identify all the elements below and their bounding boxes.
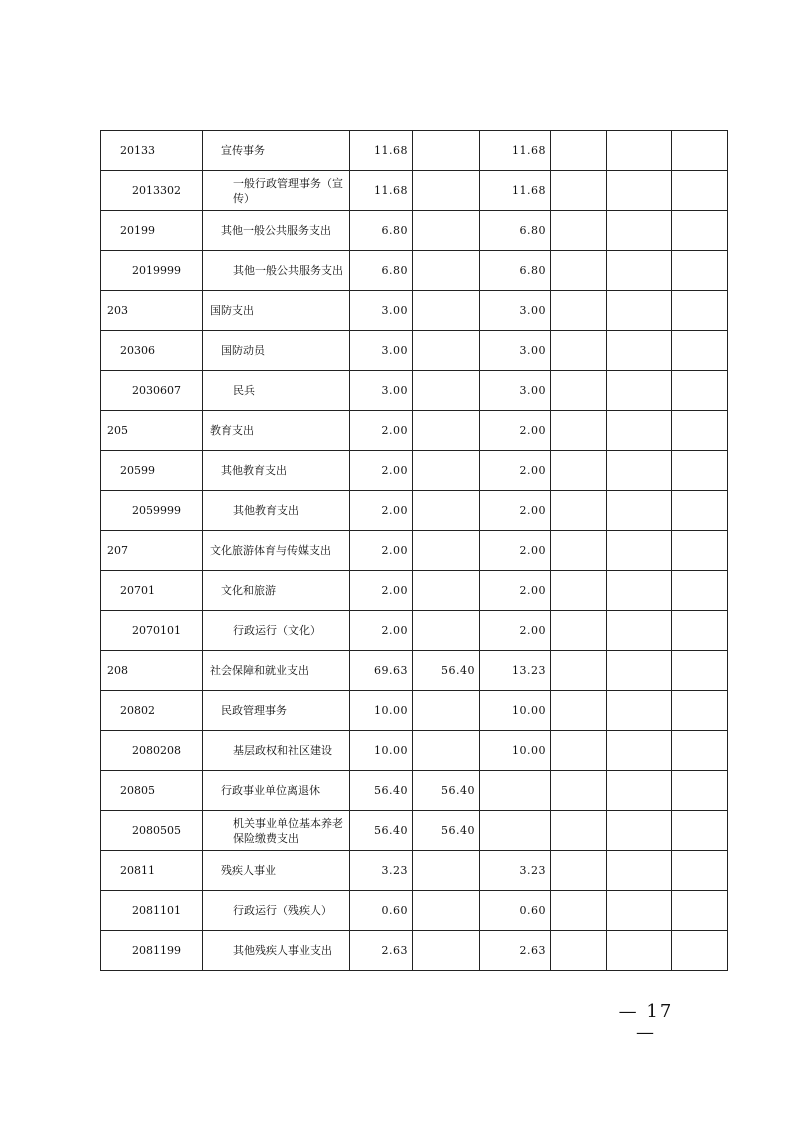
- empty-cell: [551, 611, 607, 651]
- project-expenditure: 3.00: [480, 291, 551, 331]
- subject-name: 民政管理事务: [203, 691, 350, 731]
- total-amount: 2.00: [350, 411, 413, 451]
- project-expenditure: 2.00: [480, 531, 551, 571]
- empty-cell: [551, 131, 607, 171]
- total-amount: 69.63: [350, 651, 413, 691]
- total-amount: 3.00: [350, 291, 413, 331]
- subject-name: 民兵: [203, 371, 350, 411]
- subject-name: 一般行政管理事务（宣传）: [203, 171, 350, 211]
- empty-cell: [607, 531, 672, 571]
- empty-cell: [607, 851, 672, 891]
- subject-name: 国防支出: [203, 291, 350, 331]
- empty-cell: [607, 371, 672, 411]
- empty-cell: [672, 411, 728, 451]
- project-expenditure: 3.00: [480, 331, 551, 371]
- empty-cell: [551, 651, 607, 691]
- empty-cell: [672, 931, 728, 971]
- project-expenditure: 10.00: [480, 691, 551, 731]
- table-row: [101, 611, 728, 651]
- subject-code: 20802: [101, 691, 203, 731]
- total-amount: 3.00: [350, 371, 413, 411]
- basic-expenditure: [413, 131, 480, 171]
- total-amount: 56.40: [350, 771, 413, 811]
- project-expenditure: 6.80: [480, 211, 551, 251]
- basic-expenditure: [413, 851, 480, 891]
- total-amount: 2.00: [350, 451, 413, 491]
- basic-expenditure: 56.40: [413, 811, 480, 851]
- empty-cell: [607, 331, 672, 371]
- empty-cell: [607, 771, 672, 811]
- empty-cell: [551, 531, 607, 571]
- empty-cell: [607, 611, 672, 651]
- project-expenditure: 0.60: [480, 891, 551, 931]
- project-expenditure: 10.00: [480, 731, 551, 771]
- table-row: [101, 531, 728, 571]
- subject-name: 残疾人事业: [203, 851, 350, 891]
- subject-code: 2081101: [101, 891, 203, 931]
- empty-cell: [607, 571, 672, 611]
- empty-cell: [607, 691, 672, 731]
- basic-expenditure: [413, 411, 480, 451]
- empty-cell: [607, 931, 672, 971]
- table-row: [101, 571, 728, 611]
- empty-cell: [551, 331, 607, 371]
- total-amount: 11.68: [350, 171, 413, 211]
- subject-code: 20133: [101, 131, 203, 171]
- project-expenditure: 2.00: [480, 571, 551, 611]
- total-amount: 3.23: [350, 851, 413, 891]
- project-expenditure: [480, 771, 551, 811]
- subject-code: 2081199: [101, 931, 203, 971]
- empty-cell: [672, 811, 728, 851]
- empty-cell: [607, 491, 672, 531]
- basic-expenditure: [413, 891, 480, 931]
- total-amount: 2.00: [350, 531, 413, 571]
- total-amount: 2.00: [350, 491, 413, 531]
- basic-expenditure: 56.40: [413, 651, 480, 691]
- empty-cell: [672, 331, 728, 371]
- total-amount: 2.00: [350, 571, 413, 611]
- subject-name: 基层政权和社区建设: [203, 731, 350, 771]
- subject-code: 2059999: [101, 491, 203, 531]
- empty-cell: [551, 411, 607, 451]
- empty-cell: [551, 371, 607, 411]
- table-row: [101, 891, 728, 931]
- empty-cell: [551, 251, 607, 291]
- basic-expenditure: [413, 251, 480, 291]
- empty-cell: [672, 851, 728, 891]
- budget-table: [100, 130, 728, 971]
- subject-code: 207: [101, 531, 203, 571]
- total-amount: 6.80: [350, 251, 413, 291]
- empty-cell: [672, 731, 728, 771]
- empty-cell: [672, 131, 728, 171]
- subject-name: 行政运行（文化）: [203, 611, 350, 651]
- table-row: [101, 451, 728, 491]
- table-row: [101, 131, 728, 171]
- empty-cell: [607, 131, 672, 171]
- subject-name: 其他教育支出: [203, 451, 350, 491]
- empty-cell: [672, 691, 728, 731]
- project-expenditure: 3.00: [480, 371, 551, 411]
- table-row: [101, 771, 728, 811]
- empty-cell: [607, 291, 672, 331]
- empty-cell: [672, 771, 728, 811]
- subject-name: 其他一般公共服务支出: [203, 211, 350, 251]
- basic-expenditure: [413, 291, 480, 331]
- empty-cell: [551, 811, 607, 851]
- total-amount: 2.00: [350, 611, 413, 651]
- subject-code: 2019999: [101, 251, 203, 291]
- project-expenditure: 3.23: [480, 851, 551, 891]
- table-row: [101, 931, 728, 971]
- subject-name: 机关事业单位基本养老保险缴费支出: [203, 811, 350, 851]
- table-row: [101, 171, 728, 211]
- subject-code: 20306: [101, 331, 203, 371]
- empty-cell: [551, 291, 607, 331]
- empty-cell: [551, 771, 607, 811]
- basic-expenditure: [413, 571, 480, 611]
- project-expenditure: 13.23: [480, 651, 551, 691]
- project-expenditure: 11.68: [480, 131, 551, 171]
- table-row: [101, 691, 728, 731]
- empty-cell: [551, 491, 607, 531]
- subject-name: 教育支出: [203, 411, 350, 451]
- basic-expenditure: [413, 931, 480, 971]
- empty-cell: [607, 211, 672, 251]
- empty-cell: [551, 211, 607, 251]
- project-expenditure: 2.00: [480, 451, 551, 491]
- table-row: [101, 211, 728, 251]
- empty-cell: [672, 491, 728, 531]
- basic-expenditure: [413, 211, 480, 251]
- subject-name: 文化和旅游: [203, 571, 350, 611]
- subject-name: 社会保障和就业支出: [203, 651, 350, 691]
- empty-cell: [672, 531, 728, 571]
- basic-expenditure: [413, 371, 480, 411]
- empty-cell: [672, 291, 728, 331]
- table-row: [101, 491, 728, 531]
- subject-code: 20599: [101, 451, 203, 491]
- empty-cell: [551, 851, 607, 891]
- subject-code: 2080208: [101, 731, 203, 771]
- empty-cell: [607, 411, 672, 451]
- empty-cell: [672, 451, 728, 491]
- basic-expenditure: [413, 171, 480, 211]
- project-expenditure: 2.63: [480, 931, 551, 971]
- empty-cell: [672, 571, 728, 611]
- project-expenditure: [480, 811, 551, 851]
- subject-code: 2070101: [101, 611, 203, 651]
- empty-cell: [672, 171, 728, 211]
- total-amount: 10.00: [350, 731, 413, 771]
- basic-expenditure: [413, 331, 480, 371]
- empty-cell: [672, 651, 728, 691]
- table-row: [101, 811, 728, 851]
- total-amount: 6.80: [350, 211, 413, 251]
- subject-name: 行政事业单位离退休: [203, 771, 350, 811]
- subject-name: 宣传事务: [203, 131, 350, 171]
- total-amount: 0.60: [350, 891, 413, 931]
- subject-name: 其他残疾人事业支出: [203, 931, 350, 971]
- empty-cell: [607, 891, 672, 931]
- empty-cell: [551, 731, 607, 771]
- project-expenditure: 2.00: [480, 611, 551, 651]
- basic-expenditure: 56.40: [413, 771, 480, 811]
- subject-code: 20805: [101, 771, 203, 811]
- empty-cell: [551, 931, 607, 971]
- subject-code: 2030607: [101, 371, 203, 411]
- subject-code: 205: [101, 411, 203, 451]
- project-expenditure: 2.00: [480, 491, 551, 531]
- subject-code: 20199: [101, 211, 203, 251]
- subject-name: 其他一般公共服务支出: [203, 251, 350, 291]
- total-amount: 3.00: [350, 331, 413, 371]
- project-expenditure: 11.68: [480, 171, 551, 211]
- empty-cell: [551, 891, 607, 931]
- empty-cell: [672, 211, 728, 251]
- subject-name: 国防动员: [203, 331, 350, 371]
- basic-expenditure: [413, 691, 480, 731]
- empty-cell: [607, 651, 672, 691]
- empty-cell: [672, 251, 728, 291]
- empty-cell: [551, 171, 607, 211]
- project-expenditure: 6.80: [480, 251, 551, 291]
- table-row: [101, 731, 728, 771]
- basic-expenditure: [413, 611, 480, 651]
- total-amount: 10.00: [350, 691, 413, 731]
- subject-name: 行政运行（残疾人）: [203, 891, 350, 931]
- basic-expenditure: [413, 451, 480, 491]
- table-row: [101, 651, 728, 691]
- basic-expenditure: [413, 531, 480, 571]
- empty-cell: [607, 171, 672, 211]
- table-row: [101, 331, 728, 371]
- table-row: [101, 291, 728, 331]
- table-row: [101, 411, 728, 451]
- empty-cell: [551, 691, 607, 731]
- empty-cell: [551, 571, 607, 611]
- subject-code: 2080505: [101, 811, 203, 851]
- basic-expenditure: [413, 731, 480, 771]
- table-row: [101, 851, 728, 891]
- total-amount: 2.63: [350, 931, 413, 971]
- empty-cell: [551, 451, 607, 491]
- subject-code: 208: [101, 651, 203, 691]
- empty-cell: [607, 251, 672, 291]
- empty-cell: [607, 731, 672, 771]
- table-row: [101, 251, 728, 291]
- total-amount: 56.40: [350, 811, 413, 851]
- subject-code: 20811: [101, 851, 203, 891]
- basic-expenditure: [413, 491, 480, 531]
- table-row: [101, 371, 728, 411]
- project-expenditure: 2.00: [480, 411, 551, 451]
- empty-cell: [607, 811, 672, 851]
- empty-cell: [672, 611, 728, 651]
- page-number: — 17 —: [618, 1001, 674, 1043]
- subject-code: 20701: [101, 571, 203, 611]
- empty-cell: [672, 371, 728, 411]
- subject-name: 其他教育支出: [203, 491, 350, 531]
- empty-cell: [607, 451, 672, 491]
- subject-code: 2013302: [101, 171, 203, 211]
- total-amount: 11.68: [350, 131, 413, 171]
- subject-code: 203: [101, 291, 203, 331]
- subject-name: 文化旅游体育与传媒支出: [203, 531, 350, 571]
- empty-cell: [672, 891, 728, 931]
